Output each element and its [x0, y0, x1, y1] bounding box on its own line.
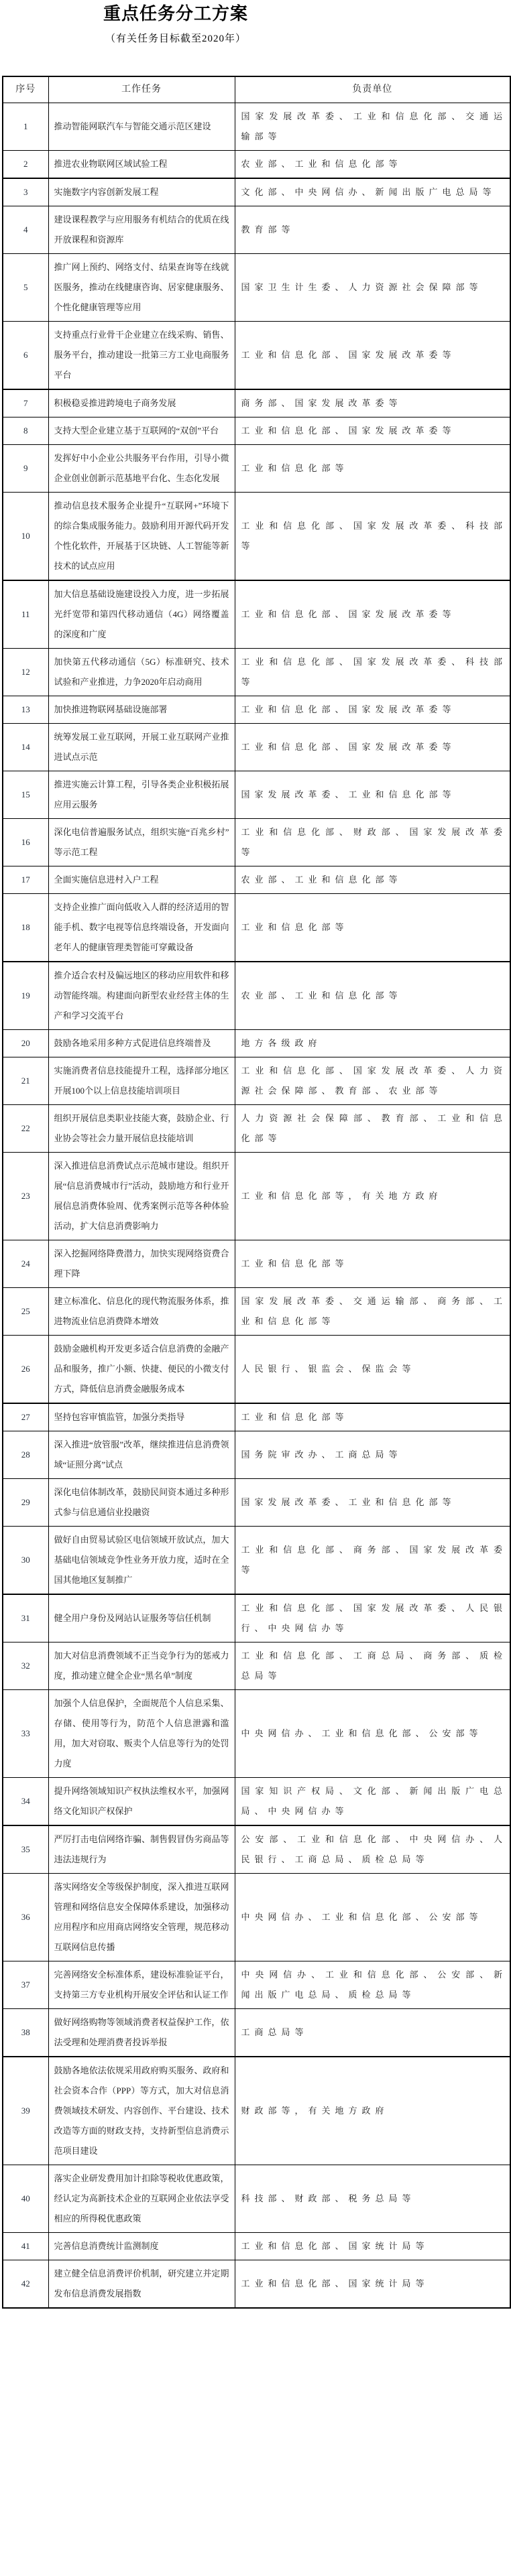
table-row: [3, 1403, 510, 1431]
row-number-cell: 9: [3, 445, 48, 493]
unit-cell: 工业和信息化部、国家发展改革委、科技部等: [235, 493, 510, 581]
task-cell: 建立标准化、信息化的现代物流服务体系，推进物流业信息消费降本增效: [48, 1288, 235, 1336]
unit-cell: 工业和信息化部、国家发展改革委、人力资源社会保障部、教育部、农业部等: [235, 1057, 510, 1105]
table-row: [3, 1825, 510, 1874]
table-row: [3, 1594, 510, 1643]
unit-cell: 工业和信息化部、财政部、国家发展改革委等: [235, 819, 510, 866]
row-number-cell: 17: [3, 866, 48, 894]
task-cell: 坚持包容审慎监管，加强分类指导: [48, 1403, 235, 1431]
unit-cell: 国家发展改革委、工业和信息化部、交通运输部等: [235, 103, 510, 151]
unit-cell: 公安部、工业和信息化部、中央网信办、人民银行、工商总局、质检总局等: [235, 1825, 510, 1874]
row-number-cell: 1: [3, 103, 48, 151]
unit-cell: 工业和信息化部、国家发展改革委、科技部等: [235, 649, 510, 696]
unit-cell: 工业和信息化部、国家发展改革委等: [235, 724, 510, 771]
task-cell: 深入推进“放管服”改革，继续推进信息消费领域“证照分离”试点: [48, 1431, 235, 1479]
unit-cell: 工业和信息化部、国家发展改革委、人民银行、中央网信办等: [235, 1594, 510, 1643]
row-number-cell: 13: [3, 696, 48, 724]
unit-cell: 工业和信息化部等: [235, 1403, 510, 1431]
table-row: [3, 1431, 510, 1479]
task-cell: 加快第五代移动通信（5G）标准研究、技术试验和产业推进，力争2020年启动商用: [48, 649, 235, 696]
task-cell: 做好自由贸易试验区电信领域开放试点，加大基础电信领域竞争性业务开放力度，适时在全国其他地区复制推广: [48, 1527, 235, 1595]
table-row: [3, 819, 510, 866]
row-number-cell: 38: [3, 2009, 48, 2057]
row-number-cell: 2: [3, 151, 48, 179]
row-number-cell: 10: [3, 493, 48, 581]
row-number-cell: 30: [3, 1527, 48, 1595]
task-cell: 深入挖掘网络降费潜力，加快实现网络资费合理下降: [48, 1240, 235, 1288]
table-row: [3, 1288, 510, 1336]
unit-cell: 地方各级政府: [235, 1030, 510, 1057]
unit-cell: 工业和信息化部等: [235, 894, 510, 962]
row-number-cell: 19: [3, 962, 48, 1030]
table-row: [3, 206, 510, 254]
row-number-cell: 5: [3, 254, 48, 322]
unit-cell: 工业和信息化部等: [235, 1240, 510, 1288]
task-cell: 发挥好中小企业公共服务平台作用，引导小微企业创业创新示范基地平台化、生态化发展: [48, 445, 235, 493]
table-row: [3, 724, 510, 771]
unit-cell: 国家发展改革委、工业和信息化部等: [235, 1479, 510, 1527]
unit-cell: 教育部等: [235, 206, 510, 254]
table-row: [3, 894, 510, 962]
row-number-cell: 32: [3, 1643, 48, 1690]
row-number-cell: 28: [3, 1431, 48, 1479]
table-row: [3, 2260, 510, 2309]
task-cell: 统筹发展工业互联网，开展工业互联网产业推进试点示范: [48, 724, 235, 771]
row-number-cell: 36: [3, 1874, 48, 1961]
unit-cell: 文化部、中央网信办、新闻出版广电总局等: [235, 178, 510, 206]
table-row: [3, 1057, 510, 1105]
table-row: [3, 417, 510, 445]
table-header-row: [3, 76, 510, 103]
task-cell: 加大信息基础设施建设投入力度，进一步拓展光纤宽带和第四代移动通信（4G）网络覆盖的深度和广度: [48, 580, 235, 649]
task-cell: 加大对信息消费领域不正当竞争行为的惩戒力度，推动建立健全企业“黑名单”制度: [48, 1643, 235, 1690]
row-number-cell: 40: [3, 2165, 48, 2233]
task-cell: 推动信息技术服务企业提升“互联网+”环境下的综合集成服务能力。鼓励利用开源代码开发个性化软件，开展基于区块链、人工智能等新技术的试点应用: [48, 493, 235, 581]
page-subtitle: （有关任务目标截至2020年）: [105, 34, 246, 44]
task-cell: 完善网络安全标准体系，建设标准验证平台，支持第三方专业机构开展安全评估和认证工作: [48, 1961, 235, 2009]
task-cell: 深化电信普遍服务试点，组织实施“百兆乡村”等示范工程: [48, 819, 235, 866]
row-number-cell: 27: [3, 1403, 48, 1431]
row-number-cell: 31: [3, 1594, 48, 1643]
task-cell: 实施数字内容创新发展工程: [48, 178, 235, 206]
unit-cell: 中央网信办、工业和信息化部、公安部等: [235, 1874, 510, 1961]
unit-cell: 人民银行、银监会、保监会等: [235, 1336, 510, 1404]
unit-cell: 人力资源社会保障部、教育部、工业和信息化部等: [235, 1105, 510, 1153]
unit-cell: 工业和信息化部、商务部、国家发展改革委等: [235, 1527, 510, 1595]
row-number-cell: 4: [3, 206, 48, 254]
row-number-cell: 24: [3, 1240, 48, 1288]
task-cell: 加强个人信息保护，全面规范个人信息采集、存储、使用等行为，防范个人信息泄露和滥用，加大对窃取、贩卖个人信息等行为的处罚力度: [48, 1690, 235, 1778]
task-cell: 实施消费者信息技能提升工程，选择部分地区开展100个以上信息技能培训项目: [48, 1057, 235, 1105]
table-row: [3, 1240, 510, 1288]
table-row: [3, 1643, 510, 1690]
task-cell: 支持大型企业建立基于互联网的“双创”平台: [48, 417, 235, 445]
table-row: [3, 580, 510, 649]
task-cell: 积极稳妥推进跨境电子商务发展: [48, 389, 235, 417]
unit-cell: 农业部、工业和信息化部等: [235, 866, 510, 894]
row-number-cell: 15: [3, 771, 48, 819]
unit-cell: 财政部等，有关地方政府: [235, 2057, 510, 2165]
task-cell: 支持企业推广面向低收入人群的经济适用的智能手机、数字电视等信息终端设备，开发面向老年人的健康管理类智能可穿戴设备: [48, 894, 235, 962]
task-assignment-table: [2, 76, 511, 2309]
row-number-cell: 14: [3, 724, 48, 771]
unit-cell: 国家发展改革委、工业和信息化部等: [235, 771, 510, 819]
table-row: [3, 1105, 510, 1153]
task-cell: 健全用户身份及网站认证服务等信任机制: [48, 1594, 235, 1643]
table-row: [3, 1336, 510, 1404]
task-cell: 严厉打击电信网络诈骗、制售假冒伪劣商品等违法违规行为: [48, 1825, 235, 1874]
table-row: [3, 649, 510, 696]
table-row: [3, 1479, 510, 1527]
row-number-cell: 16: [3, 819, 48, 866]
unit-cell: 工业和信息化部、国家统计局等: [235, 2233, 510, 2260]
header-task: 工作任务: [48, 76, 235, 103]
table-row: [3, 866, 510, 894]
unit-cell: 工业和信息化部等，有关地方政府: [235, 1153, 510, 1240]
row-number-cell: 37: [3, 1961, 48, 2009]
table-row: [3, 2009, 510, 2057]
table-row: [3, 2233, 510, 2260]
unit-cell: 农业部、工业和信息化部等: [235, 962, 510, 1030]
row-number-cell: 6: [3, 322, 48, 390]
table-row: [3, 1874, 510, 1961]
task-cell: 全面实施信息进村入户工程: [48, 866, 235, 894]
task-cell: 提升网络领域知识产权执法维权水平，加强网络文化知识产权保护: [48, 1778, 235, 1826]
task-cell: 推广网上预约、网络支付、结果查询等在线就医服务，推动在线健康咨询、居家健康服务、个性化健康管理等应用: [48, 254, 235, 322]
table-row: [3, 103, 510, 151]
row-number-cell: 20: [3, 1030, 48, 1057]
task-cell: 做好网络购物等领域消费者权益保护工作，依法受理和处理消费者投诉举报: [48, 2009, 235, 2057]
table-row: [3, 1778, 510, 1826]
task-cell: 组织开展信息类职业技能大赛，鼓励企业、行业协会等社会力量开展信息技能培训: [48, 1105, 235, 1153]
unit-cell: 工业和信息化部、国家发展改革委等: [235, 322, 510, 390]
table-row: [3, 1030, 510, 1057]
row-number-cell: 21: [3, 1057, 48, 1105]
table-row: [3, 1961, 510, 2009]
row-number-cell: 7: [3, 389, 48, 417]
unit-cell: 中央网信办、工业和信息化部、公安部等: [235, 1690, 510, 1778]
table-row: [3, 254, 510, 322]
table-row: [3, 962, 510, 1030]
row-number-cell: 42: [3, 2260, 48, 2309]
row-number-cell: 26: [3, 1336, 48, 1404]
table-row: [3, 151, 510, 179]
unit-cell: 工业和信息化部、国家发展改革委等: [235, 580, 510, 649]
row-number-cell: 8: [3, 417, 48, 445]
table-row: [3, 2057, 510, 2165]
header-unit: 负责单位: [235, 76, 510, 103]
unit-cell: 工业和信息化部、国家发展改革委等: [235, 417, 510, 445]
task-cell: 推介适合农村及偏远地区的移动应用软件和移动智能终端。构建面向新型农业经营主体的生产和学习交流平台: [48, 962, 235, 1030]
row-number-cell: 23: [3, 1153, 48, 1240]
unit-cell: 农业部、工业和信息化部等: [235, 151, 510, 179]
row-number-cell: 11: [3, 580, 48, 649]
unit-cell: 工业和信息化部等: [235, 445, 510, 493]
unit-cell: 国务院审改办、工商总局等: [235, 1431, 510, 1479]
table-row: [3, 493, 510, 581]
unit-cell: 商务部、国家发展改革委等: [235, 389, 510, 417]
row-number-cell: 22: [3, 1105, 48, 1153]
row-number-cell: 35: [3, 1825, 48, 1874]
row-number-cell: 25: [3, 1288, 48, 1336]
unit-cell: 国家知识产权局、文化部、新闻出版广电总局、中央网信办等: [235, 1778, 510, 1826]
task-cell: 推进实施云计算工程，引导各类企业积极拓展应用云服务: [48, 771, 235, 819]
table-row: [3, 1527, 510, 1595]
task-cell: 完善信息消费统计监测制度: [48, 2233, 235, 2260]
row-number-cell: 29: [3, 1479, 48, 1527]
task-cell: 支持重点行业骨干企业建立在线采购、销售、服务平台，推动建设一批第三方工业电商服务平台: [48, 322, 235, 390]
task-cell: 推动智能网联汽车与智能交通示范区建设: [48, 103, 235, 151]
task-cell: 建设课程教学与应用服务有机结合的优质在线开放课程和资源库: [48, 206, 235, 254]
row-number-cell: 33: [3, 1690, 48, 1778]
task-cell: 鼓励各地依法依规采用政府购买服务、政府和社会资本合作（PPP）等方式，加大对信息消费领域技术研发、内容创作、平台建设、技术改造等方面的财政支持，支持新型信息消费示范项目建设: [48, 2057, 235, 2165]
table-row: [3, 771, 510, 819]
task-cell: 加快推进物联网基础设施部署: [48, 696, 235, 724]
page-title: 重点任务分工方案: [103, 4, 248, 23]
task-cell: 建立健全信息消费评价机制，研究建立并定期发布信息消费发展指数: [48, 2260, 235, 2309]
unit-cell: 国家发展改革委、交通运输部、商务部、工业和信息化部等: [235, 1288, 510, 1336]
table-header: [3, 76, 510, 103]
task-cell: 推进农业物联网区域试验工程: [48, 151, 235, 179]
table-row: [3, 178, 510, 206]
row-number-cell: 18: [3, 894, 48, 962]
unit-cell: 工业和信息化部、国家统计局等: [235, 2260, 510, 2309]
task-cell: 深入推进信息消费试点示范城市建设。组织开展“信息消费城市行”活动，鼓励地方和行业开展信息消费体验周、优秀案例示范等各种体验活动，扩大信息消费影响力: [48, 1153, 235, 1240]
table-row: [3, 696, 510, 724]
table-row: [3, 389, 510, 417]
unit-cell: 国家卫生计生委、人力资源社会保障部等: [235, 254, 510, 322]
unit-cell: 工业和信息化部、国家发展改革委等: [235, 696, 510, 724]
task-cell: 鼓励金融机构开发更多适合信息消费的金融产品和服务，推广小额、快捷、便民的小微支付方式，降低信息消费金融服务成本: [48, 1336, 235, 1404]
header-index: 序号: [3, 76, 48, 103]
row-number-cell: 39: [3, 2057, 48, 2165]
table-row: [3, 1690, 510, 1778]
unit-cell: 工业和信息化部、工商总局、商务部、质检总局等: [235, 1643, 510, 1690]
table-row: [3, 322, 510, 390]
unit-cell: 中央网信办、工业和信息化部、公安部、新闻出版广电总局、质检总局等: [235, 1961, 510, 2009]
unit-cell: 科技部、财政部、税务总局等: [235, 2165, 510, 2233]
row-number-cell: 12: [3, 649, 48, 696]
table-row: [3, 1153, 510, 1240]
task-cell: 鼓励各地采用多种方式促进信息终端普及: [48, 1030, 235, 1057]
task-cell: 落实网络安全等级保护制度，深入推进互联网管理和网络信息安全保障体系建设，加强移动应用程序和应用商店网络安全管理，规范移动互联网信息传播: [48, 1874, 235, 1961]
row-number-cell: 3: [3, 178, 48, 206]
task-cell: 深化电信体制改革，鼓励民间资本通过多种形式参与信息通信业投融资: [48, 1479, 235, 1527]
row-number-cell: 41: [3, 2233, 48, 2260]
table-row: [3, 445, 510, 493]
task-cell: 落实企业研发费用加计扣除等税收优惠政策，经认定为高新技术企业的互联网企业依法享受相应的所得税优惠政策: [48, 2165, 235, 2233]
table-body: [3, 103, 510, 2309]
unit-cell: 工商总局等: [235, 2009, 510, 2057]
table-row: [3, 2165, 510, 2233]
title-block: [0, 3, 351, 45]
row-number-cell: 34: [3, 1778, 48, 1826]
